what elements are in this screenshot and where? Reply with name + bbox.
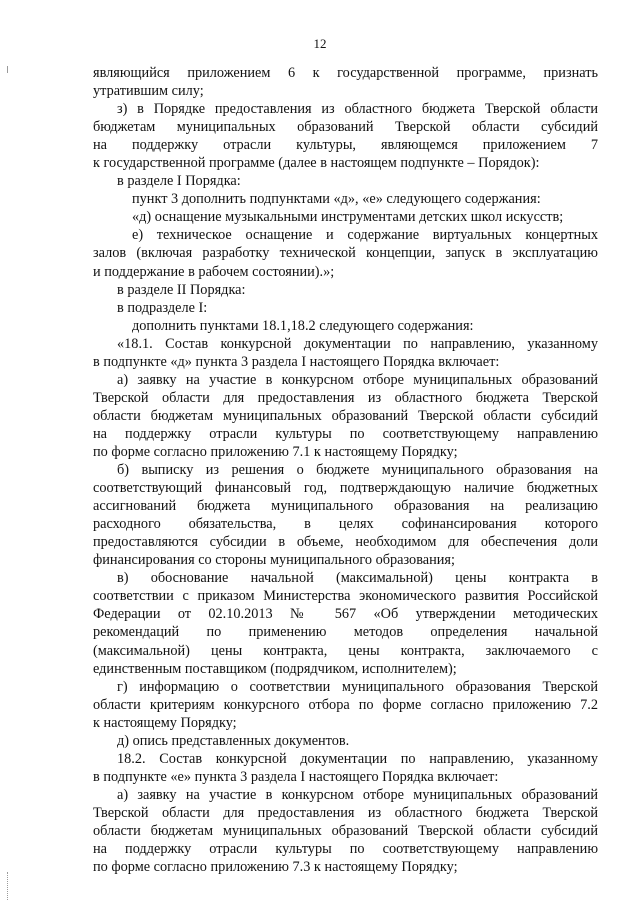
text-line: (максимальной) цены контракта, цены контракта, заключаемого с [93,642,598,659]
text-line: «д) оснащение музыкальными инструментами детских школ искусств; [132,209,564,226]
text-line: Федерации от 02.10.2013 № 567 «Об утверждении методических [93,606,598,623]
text-line: б) выписку из решения о бюджете муниципального образования на [117,462,598,479]
text-line: к настоящему Порядку; [93,714,237,731]
text-line: соответствии с приказом Министерства экономического развития Российской [93,588,598,605]
page-number: 12 [313,36,327,51]
text-line: а) заявку на участие в конкурсном отборе муниципальных образований [117,786,598,803]
text-line: на поддержку отрасли культуры по соответствующему направлению [93,841,598,858]
text-line: единственным поставщиком (подрядчиком, исполнителем); [93,660,457,677]
margin-mark-bottom [7,872,9,900]
text-line: в разделе I Порядка: [117,173,241,190]
text-line: в подпункте «е» пункта 3 раздела I настоящего Порядка включает: [93,768,499,785]
text-line: з) в Порядке предоставления из областного бюджета Тверской области [117,101,598,118]
text-line: области критериям конкурсного отбора по форме согласно приложению 7.2 [93,696,598,713]
text-line: 18.2. Состав конкурсной документации по направлению, указанному [117,750,598,767]
text-line: финансирования со стороны муниципального образования; [93,552,455,569]
text-line: на поддержку отрасли культуры по соответствующему направлению [93,425,598,442]
text-line: по форме согласно приложению 7.3 к настоящему Порядку; [93,859,458,876]
text-line: в разделе II Порядка: [117,281,246,298]
text-line: пункт 3 дополнить подпунктами «д», «е» следующего содержания: [132,191,541,208]
text-line: на поддержку отрасли культуры, являющемся приложением 7 [93,137,598,154]
text-line: по форме согласно приложению 7.1 к настоящему Порядку; [93,443,458,460]
text-line: предоставляются субсидии в объеме, необходимом для обеспечения доли [93,534,598,551]
text-line: в) обоснование начальной (максимальной) цены контракта в [117,570,598,587]
document-body [93,64,598,876]
text-line: бюджетам муниципальных образований Тверской области субсидий [93,119,598,136]
text-line: области бюджетам муниципальных образований Тверской области субсидий [93,407,598,424]
text-line: д) опись представленных документов. [117,732,350,749]
text-line: в подразделе I: [117,299,208,316]
text-line: утратившим силу; [93,83,204,100]
text-line: ассигнований бюджета муниципального образования на реализацию [93,498,598,515]
text-line: Тверской области для предоставления из областного бюджета Тверской [93,804,598,821]
text-line: в подпункте «д» пункта 3 раздела I настоящего Порядка включает: [93,353,500,370]
text-line: соответствующий финансовый год, подтверждающую наличие бюджетных [93,480,598,497]
text-line: е) техническое оснащение и содержание виртуальных концертных [132,227,598,244]
text-line: области бюджетам муниципальных образований Тверской области субсидий [93,822,598,839]
text-line: залов (включая разработку технической концепции, запуск в эксплуатацию [93,245,598,262]
text-line: г) информацию о соответствии муниципального образования Тверской [117,678,598,695]
text-line: расходного обязательства, в целях софинансирования которого [93,516,598,533]
text-line: а) заявку на участие в конкурсном отборе муниципальных образований [117,371,598,388]
text-line: к государственной программе (далее в настоящем подпункте – Порядок): [93,155,540,172]
text-line: являющийся приложением 6 к государственной программе, признать [93,65,598,81]
text-line: и поддержание в рабочем состоянии).»; [93,263,335,280]
text-line: «18.1. Состав конкурсной документации по направлению, указанному [117,335,598,352]
text-line: дополнить пунктами 18.1,18.2 следующего содержания: [132,317,474,334]
text-line: рекомендаций по применению методов определения начальной [93,624,598,641]
margin-mark-top [7,66,8,73]
text-line: Тверской области для предоставления из областного бюджета Тверской [93,389,598,406]
